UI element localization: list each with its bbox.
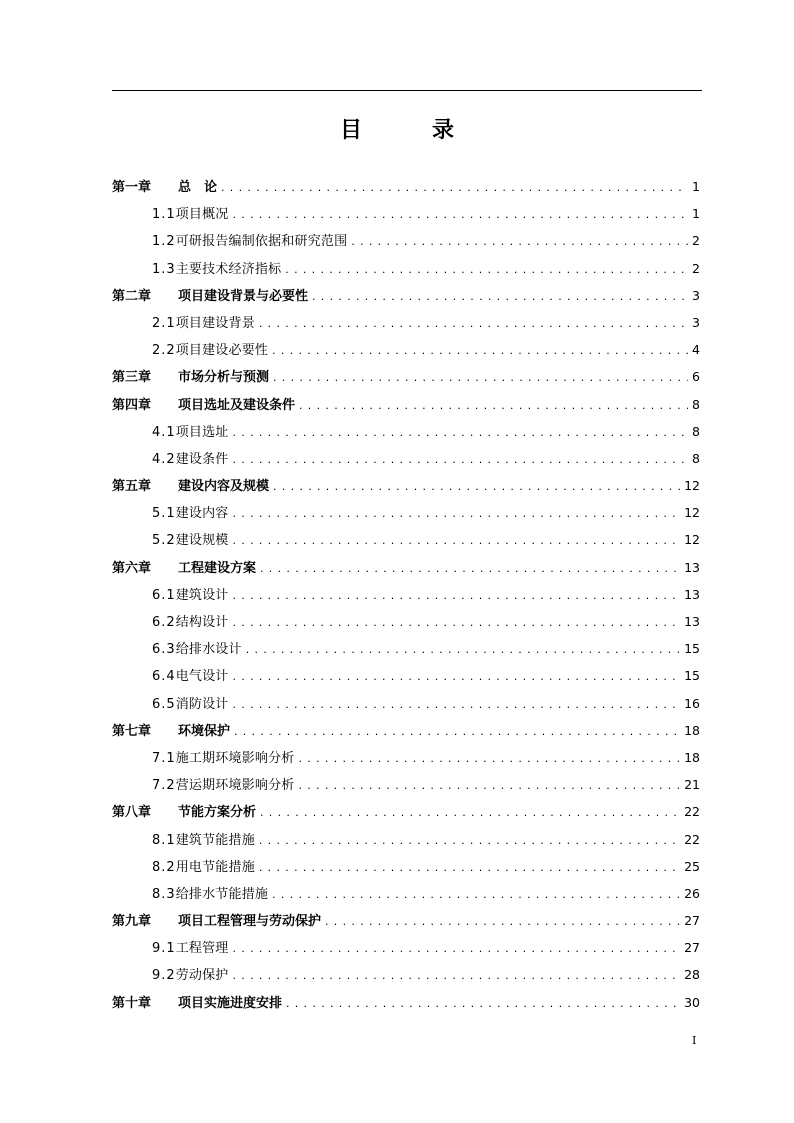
toc-entry-label	[152, 881, 268, 908]
toc-title: 目 录	[339, 118, 478, 143]
toc-entry-title: 营运期环境影响分析	[175, 778, 295, 794]
toc-entry-label	[152, 636, 242, 663]
dot-leader	[233, 500, 681, 527]
dot-leader	[233, 527, 681, 554]
dot-leader	[233, 935, 681, 962]
toc-entry-page-number: 1	[692, 206, 700, 222]
toc-section-entry[interactable]	[112, 418, 700, 445]
toc-entry-title: 施工期环境影响分析	[175, 750, 295, 766]
toc-entry-title: 市场分析与预测	[178, 370, 270, 386]
toc-section-entry[interactable]	[112, 200, 700, 227]
toc-entry-number: 第一章	[112, 180, 152, 195]
toc-entry-label	[152, 827, 255, 854]
toc-entry-number: 6.5	[152, 696, 176, 712]
toc-entry-label	[152, 962, 229, 989]
toc-entry-title: 给排水节能措施	[175, 886, 269, 902]
toc-entry-page-number: 25	[684, 858, 700, 874]
toc-entry-label	[152, 419, 229, 446]
dot-leader	[286, 990, 680, 1017]
toc-chapter-entry[interactable]	[112, 717, 700, 744]
toc-entry-title: 可研报告编制依据和研究范围	[175, 234, 348, 250]
toc-chapter-entry[interactable]	[112, 173, 700, 200]
toc-section-entry[interactable]	[112, 309, 700, 336]
toc-section-entry[interactable]	[112, 336, 700, 363]
toc-section-entry[interactable]	[112, 499, 700, 526]
toc-entry-page-number: 30	[684, 994, 700, 1010]
dot-leader	[259, 310, 688, 337]
toc-entry-number: 7.1	[152, 750, 176, 766]
toc-entry-page-number: 12	[684, 505, 700, 521]
toc-entry-page-number: 3	[692, 287, 700, 303]
toc-entry-number: 6.3	[152, 642, 176, 658]
toc-entry-number: 6.2	[152, 615, 176, 630]
toc-section-entry[interactable]	[112, 227, 700, 254]
toc-entry-number: 第六章	[112, 560, 152, 576]
toc-section-entry[interactable]	[112, 826, 700, 853]
toc-entry-label	[152, 446, 229, 473]
toc-entry-label	[152, 201, 229, 228]
toc-entry-label	[112, 799, 256, 826]
toc-entry-page-number: 2	[692, 233, 700, 249]
toc-section-entry[interactable]	[112, 635, 700, 662]
toc-section-entry[interactable]	[112, 690, 700, 717]
toc-entry-number: 8.2	[152, 859, 176, 875]
toc-entry-number: 2.2	[152, 343, 176, 359]
toc-entry-title: 工程管理	[175, 941, 229, 957]
toc-entry-title: 建设规模	[175, 533, 229, 549]
toc-section-entry[interactable]	[112, 255, 700, 282]
toc-entry-label	[152, 935, 229, 962]
toc-entry-page-number: 6	[692, 369, 700, 385]
toc-entry-number: 4.1	[152, 424, 176, 440]
toc-entry-number: 第八章	[112, 805, 152, 821]
toc-entry-number: 1.1	[152, 207, 176, 223]
toc-entry-label	[112, 283, 308, 310]
toc-entry-number: 9.2	[152, 968, 176, 984]
toc-entry-number: 8.3	[152, 886, 176, 902]
toc-entry-title: 工程建设方案	[178, 560, 257, 576]
toc-entry-page-number: 18	[684, 749, 700, 765]
toc-entry-title: 建设内容	[175, 506, 229, 522]
toc-entry-number: 2.1	[152, 315, 176, 331]
dot-leader	[285, 256, 688, 283]
toc-entry-page-number: 21	[684, 777, 700, 793]
toc-entry-title: 项目选址及建设条件	[178, 397, 296, 413]
dot-leader	[233, 419, 689, 446]
toc-entry-title: 项目概况	[175, 207, 229, 223]
toc-section-entry[interactable]	[112, 771, 700, 798]
toc-entry-number: 第二章	[112, 288, 152, 304]
toc-chapter-entry[interactable]	[112, 907, 700, 934]
toc-entry-label	[152, 310, 255, 337]
toc-entry-number: 9.1	[152, 941, 176, 957]
toc-entry-label	[112, 174, 217, 201]
toc-entry-number: 第十章	[112, 995, 152, 1011]
toc-entry-label	[112, 908, 321, 935]
dot-leader	[260, 555, 680, 582]
dot-leader	[260, 799, 680, 826]
dot-leader	[259, 854, 680, 881]
toc-entry-page-number: 12	[684, 478, 700, 494]
toc-entry-title: 项目建设背景	[175, 315, 255, 331]
dot-leader	[325, 908, 680, 935]
toc-entry-title: 项目建设背景与必要性	[178, 288, 309, 304]
toc-entry-number: 第五章	[112, 479, 152, 495]
toc-entry-label	[152, 745, 295, 772]
toc-entry-number: 4.2	[152, 451, 176, 467]
toc-entry-page-number: 26	[684, 885, 700, 901]
toc-section-entry[interactable]	[112, 581, 700, 608]
dot-leader	[273, 364, 688, 391]
toc-entry-page-number: 27	[684, 913, 700, 929]
toc-entry-label	[112, 555, 256, 582]
dot-leader	[233, 691, 681, 718]
toc-entry-title: 主要技术经济指标	[175, 261, 282, 277]
dot-leader	[246, 636, 680, 663]
toc-entry-label	[112, 473, 269, 500]
dot-leader	[299, 745, 681, 772]
toc-entry-title: 环境保护	[178, 723, 231, 739]
toc-entry-number: 7.2	[152, 778, 176, 794]
dot-leader	[272, 337, 688, 364]
toc-entry-number: 6.1	[152, 587, 176, 603]
toc-entry-page-number: 8	[692, 423, 700, 439]
toc-entry-title: 建筑设计	[175, 587, 229, 603]
toc-entry-label	[152, 527, 229, 554]
toc-section-entry[interactable]	[112, 445, 700, 472]
toc-entry-number: 5.2	[152, 533, 176, 549]
toc-entry-label	[152, 582, 229, 609]
toc-entry-page-number: 3	[692, 314, 700, 330]
toc-entry-label	[152, 663, 229, 690]
toc-entry-title: 项目工程管理与劳动保护	[178, 914, 322, 930]
toc-entry-title: 消防设计	[175, 696, 229, 712]
dot-leader	[233, 962, 681, 989]
toc-entry-number: 第三章	[112, 370, 152, 386]
toc-entry-title: 节能方案分析	[178, 805, 257, 821]
toc-entry-number: 1.2	[152, 234, 176, 250]
toc-entry-label	[152, 256, 281, 283]
toc-chapter-entry[interactable]	[112, 472, 700, 499]
toc-entry-page-number: 16	[684, 695, 700, 711]
toc-entry-label	[152, 500, 229, 527]
toc-chapter-entry[interactable]	[112, 282, 700, 309]
toc-section-entry[interactable]	[112, 880, 700, 907]
toc-entry-title: 项目建设必要性	[175, 343, 269, 359]
toc-chapter-entry[interactable]	[112, 554, 700, 581]
toc-entry-page-number: 8	[692, 396, 700, 412]
toc-entry-label	[112, 364, 269, 391]
toc-entry-page-number: 15	[684, 668, 700, 684]
toc-entry-label	[152, 691, 229, 718]
toc-entry-number: 第九章	[112, 914, 152, 930]
toc-entry-page-number: 12	[684, 532, 700, 548]
toc-entry-title: 劳动保护	[175, 968, 229, 984]
toc-section-entry[interactable]	[112, 961, 700, 988]
toc-entry-label	[152, 609, 229, 636]
toc-entry-title: 项目选址	[175, 424, 229, 440]
toc-entry-page-number: 28	[684, 967, 700, 983]
footer-page-number: I	[692, 1034, 697, 1047]
toc-chapter-entry[interactable]	[112, 989, 700, 1016]
toc-entry-page-number: 22	[684, 831, 700, 847]
toc-entry-number: 5.1	[152, 506, 176, 522]
toc-entry-label	[112, 718, 230, 745]
dot-leader	[233, 201, 689, 228]
toc-section-entry[interactable]	[112, 853, 700, 880]
toc-entry-page-number: 13	[684, 559, 700, 575]
toc-entry-title: 给排水设计	[175, 642, 242, 658]
toc-section-entry[interactable]	[112, 744, 700, 771]
toc-entry-label	[112, 990, 282, 1017]
toc-entry-number: 8.1	[152, 832, 176, 848]
dot-leader	[299, 772, 681, 799]
toc-entry-number: 6.4	[152, 669, 176, 685]
toc-entry-page-number: 13	[684, 586, 700, 602]
dot-leader	[273, 473, 680, 500]
toc-entry-title: 用电节能措施	[175, 859, 255, 875]
table-of-contents	[112, 173, 700, 1016]
toc-chapter-entry[interactable]	[112, 391, 700, 418]
dot-leader	[272, 881, 680, 908]
toc-entry-title: 电气设计	[175, 669, 229, 685]
toc-entry-number: 第七章	[112, 723, 152, 739]
toc-entry-page-number: 22	[684, 804, 700, 820]
header-rule	[112, 90, 702, 91]
toc-entry-title: 项目实施进度安排	[178, 995, 283, 1011]
toc-entry-label	[152, 228, 347, 255]
toc-entry-label	[112, 392, 295, 419]
toc-entry-title: 建设条件	[175, 451, 229, 467]
dot-leader	[259, 827, 680, 854]
toc-entry-page-number: 1	[692, 179, 700, 194]
toc-entry-page-number: 4	[692, 342, 700, 358]
toc-section-entry[interactable]	[112, 934, 700, 961]
toc-entry-number: 第四章	[112, 397, 152, 413]
dot-leader	[233, 582, 681, 609]
dot-leader	[233, 446, 689, 473]
dot-leader	[351, 228, 688, 255]
dot-leader	[233, 663, 681, 690]
toc-section-entry[interactable]	[112, 662, 700, 689]
toc-entry-page-number: 2	[692, 260, 700, 276]
toc-entry-title: 建设内容及规模	[178, 479, 270, 495]
toc-entry-page-number: 18	[684, 722, 700, 738]
toc-entry-page-number: 13	[684, 614, 700, 629]
dot-leader	[221, 174, 688, 201]
toc-chapter-entry[interactable]	[112, 798, 700, 825]
toc-entry-label	[152, 337, 268, 364]
toc-entry-title: 总 论	[178, 180, 218, 195]
dot-leader	[233, 609, 681, 636]
dot-leader	[312, 283, 688, 310]
toc-entry-number: 1.3	[152, 261, 176, 277]
toc-entry-page-number: 15	[684, 641, 700, 657]
dot-leader	[234, 718, 680, 745]
toc-entry-page-number: 8	[692, 450, 700, 466]
toc-entry-label	[152, 772, 295, 799]
toc-entry-title: 结构设计	[175, 615, 229, 630]
dot-leader	[299, 392, 688, 419]
toc-entry-label	[152, 854, 255, 881]
toc-section-entry[interactable]	[112, 526, 700, 553]
toc-section-entry[interactable]	[112, 608, 700, 635]
toc-chapter-entry[interactable]	[112, 363, 700, 390]
toc-entry-title: 建筑节能措施	[175, 832, 255, 848]
toc-entry-page-number: 27	[684, 940, 700, 956]
